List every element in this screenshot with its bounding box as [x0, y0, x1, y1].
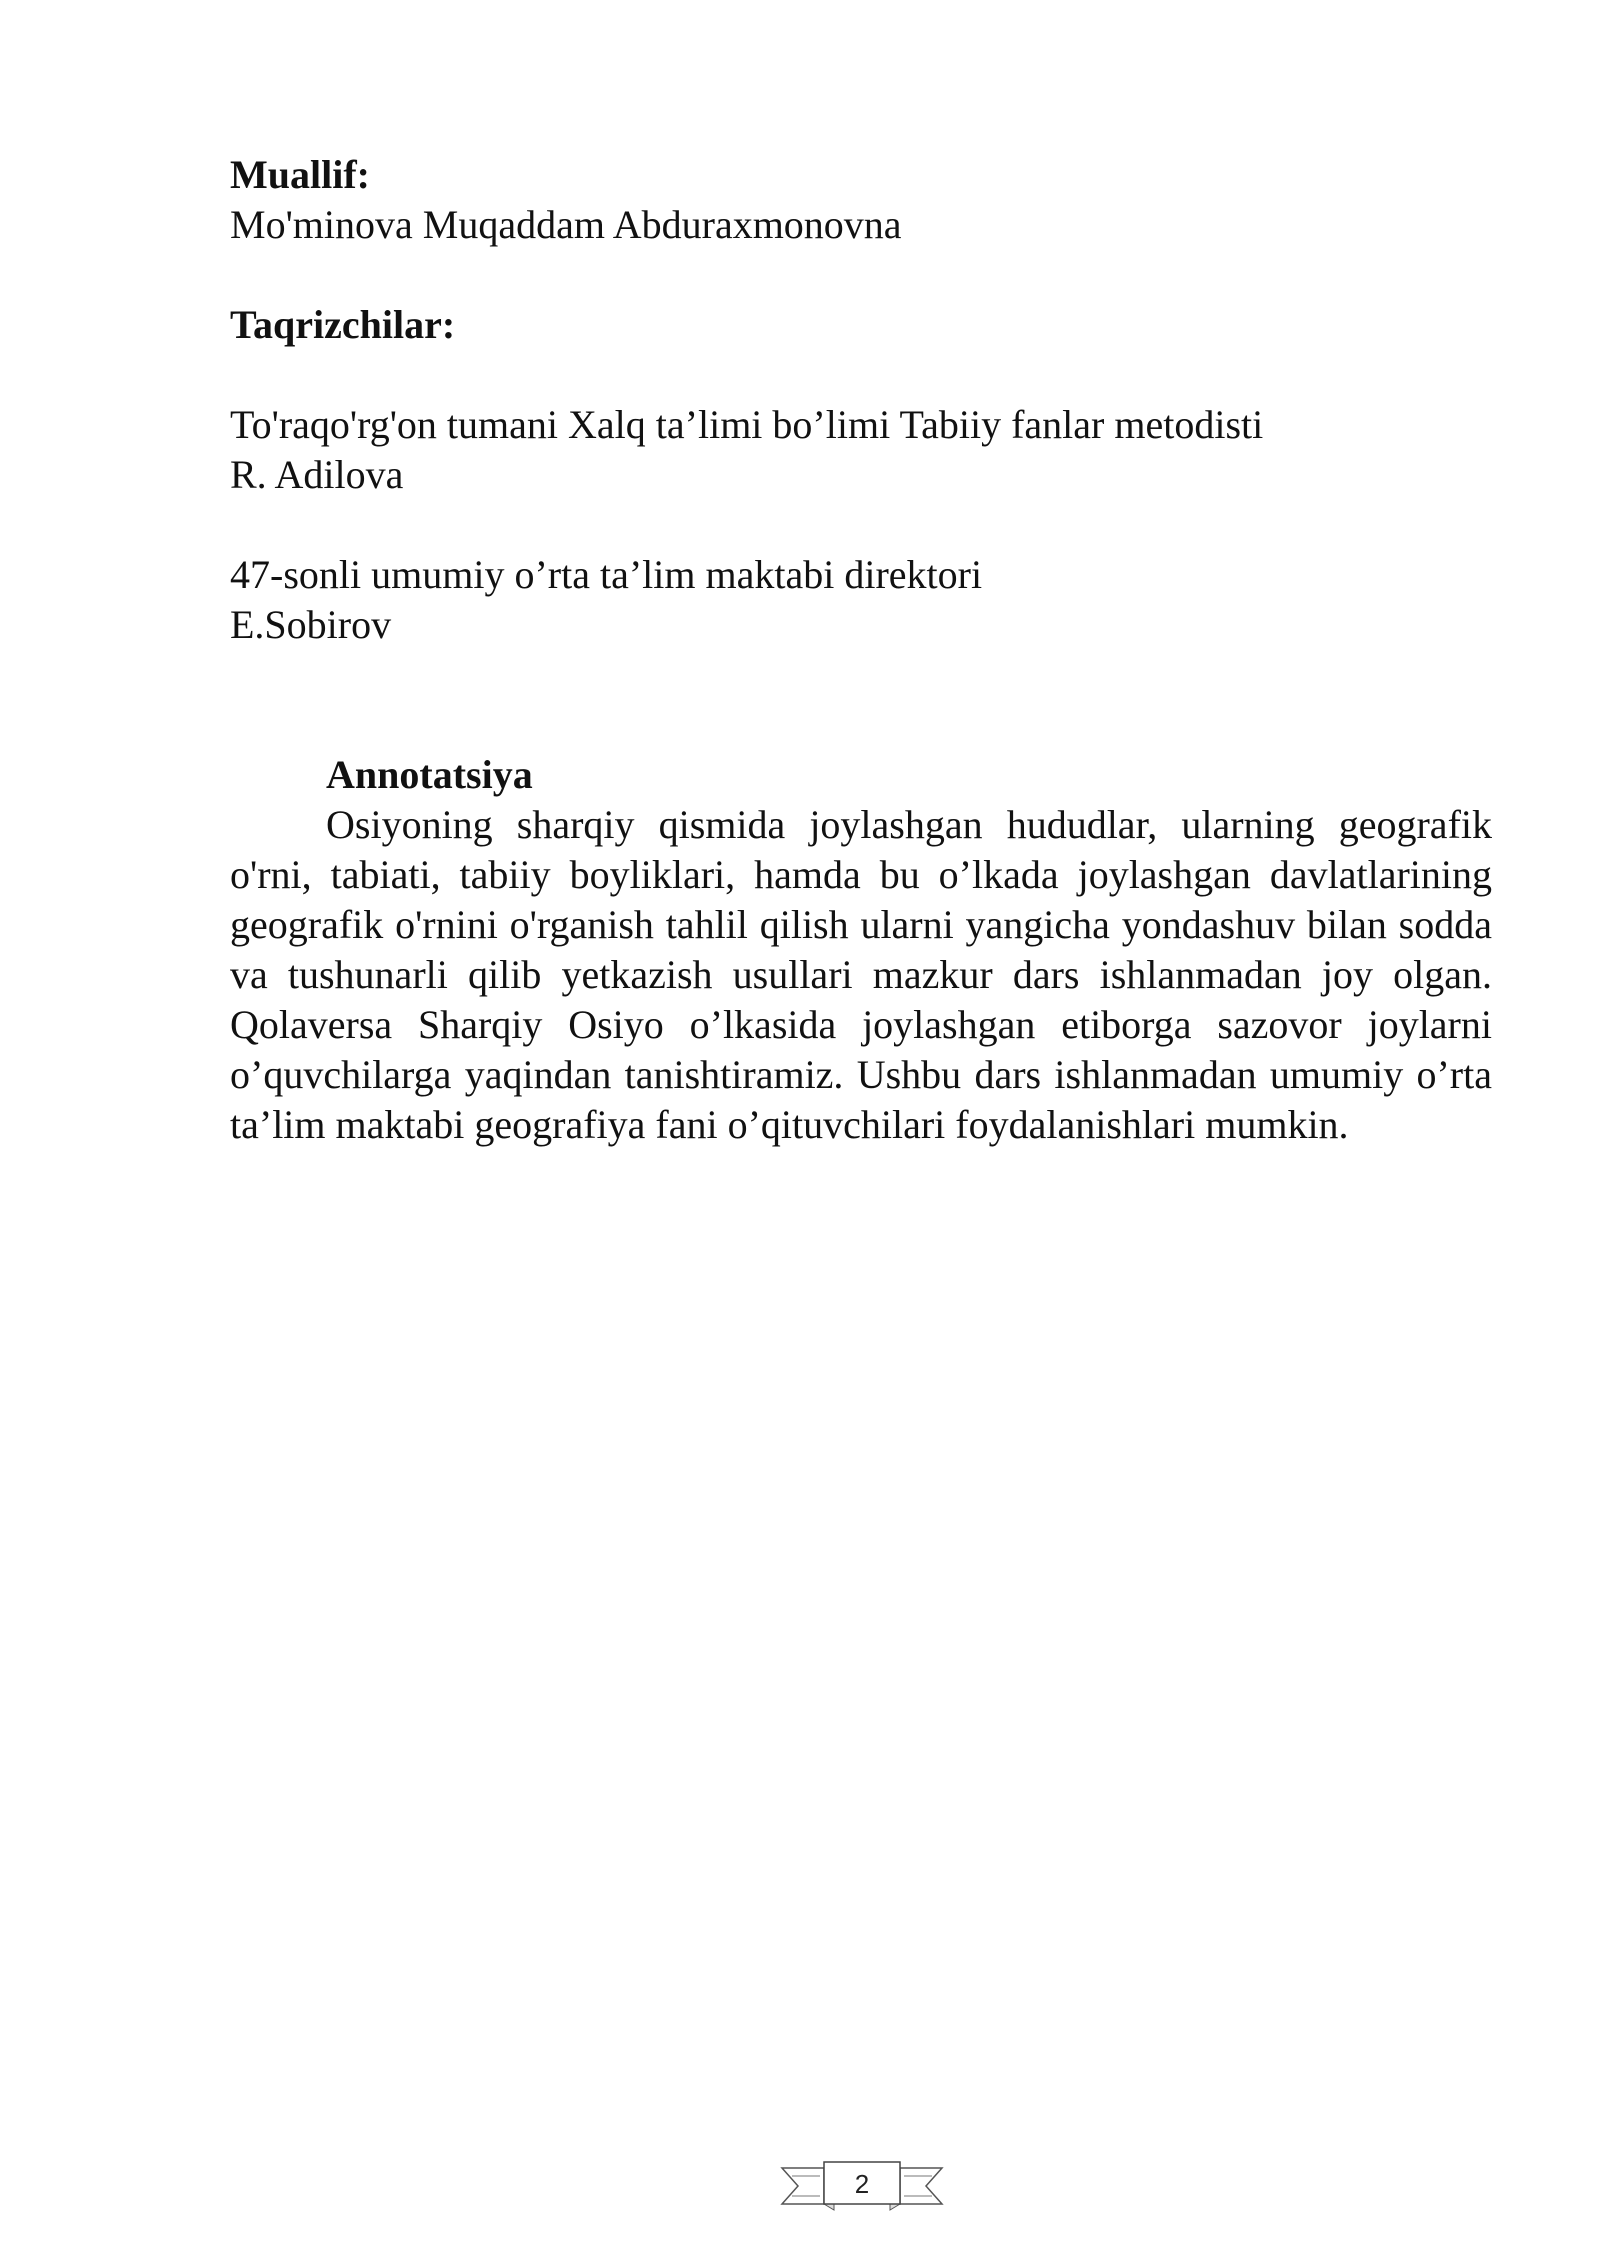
annotation-heading: Annotatsiya	[326, 752, 533, 797]
spacer	[230, 650, 1492, 750]
page-number-ribbon	[780, 2158, 944, 2214]
spacer	[230, 350, 1492, 400]
author-heading: Muallif:	[230, 152, 370, 197]
page-number: 2	[854, 2169, 870, 2199]
spacer	[230, 500, 1492, 550]
document-page	[230, 150, 1492, 1150]
reviewers-heading: Taqrizchilar:	[230, 302, 456, 347]
spacer	[230, 250, 1492, 300]
author-name: Mo'minova Muqaddam Abduraxmonovna	[230, 202, 902, 247]
reviewer-position: To'raqo'rg'on tumani Xalq ta’limi bo’limi Tabiiy fanlar metodisti	[230, 402, 1264, 447]
reviewer-position: 47-sonli umumiy o’rta ta’lim maktabi direktori	[230, 552, 983, 597]
annotation-body: Osiyoning sharqiy qismida joylashgan hududlar, ularning geografik o'rni, tabiati, tabiiy boyliklari, hamda bu o’lkada joylashgan davlatlarining geografik o'rnini o'rganish tahlil qilish ularni yangicha yondashuv bilan sodda va tushunarli qilib yetkazish usullari mazkur dars ishlanmadan joy olgan. Qolaversa Sharqiy Osiyo o’lkasida joylashgan etiborga sazovor joylarni o’quvchilarga yaqindan tanishtiramiz. Ushbu dars ishlanmadan umumiy o’rta ta’lim maktabi geografiya fani o’qituvchilari foydalanishlari mumkin.	[230, 802, 1492, 1147]
reviewer-name: E.Sobirov	[230, 602, 392, 647]
reviewer-name: R. Adilova	[230, 452, 404, 497]
